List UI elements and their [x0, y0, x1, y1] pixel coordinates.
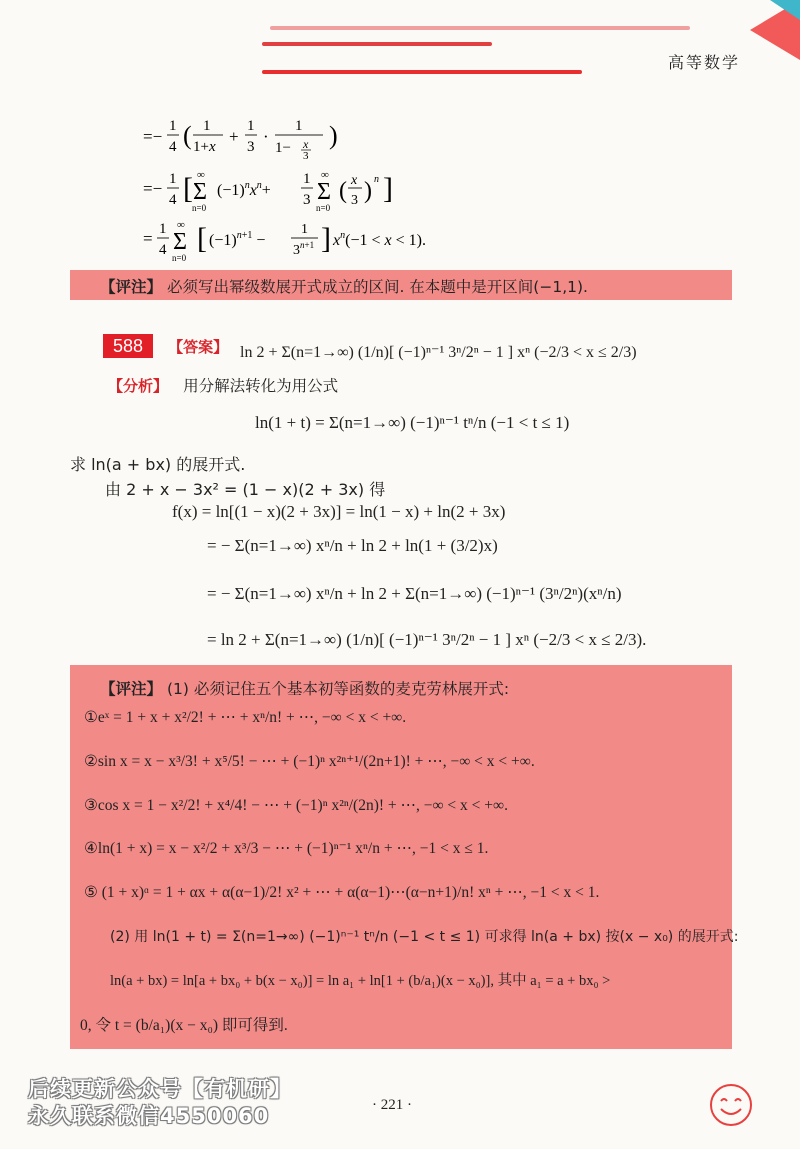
svg-text:Σ: Σ	[193, 179, 207, 205]
analysis-row	[108, 374, 338, 396]
svg-text:]: ]	[383, 172, 393, 205]
svg-text:1−: 1−	[275, 140, 291, 156]
remark-1-text: 必须写出幂级数展开式成立的区间. 在本题中是开区间(−1,1).	[166, 278, 588, 296]
svg-text:(: (	[183, 121, 192, 150]
analysis-text: 用分解法转化为用公式	[183, 377, 339, 395]
svg-text:1: 1	[169, 118, 177, 134]
watermark-line-2: 永久联系微信4550060	[28, 1104, 270, 1128]
svg-text:x: x	[351, 173, 358, 188]
svg-text:[: [	[183, 172, 193, 205]
svg-text:4: 4	[159, 242, 167, 258]
svg-text:3: 3	[247, 139, 255, 155]
svg-text:): )	[329, 121, 338, 150]
svg-text:∞: ∞	[321, 169, 329, 181]
remark-2-intro-row	[100, 677, 509, 699]
svg-text:n: n	[374, 174, 379, 185]
remark-2-part2: (2) 用 ln(1 + t) = Σ(n=1→∞) (−1)ⁿ⁻¹ tⁿ/n (−1 < t ≤ 1) 可求得 ln(a + bx) 按(x − x₀) 的展开式:	[110, 929, 739, 945]
analysis-label: 【分析】	[108, 377, 169, 395]
remark-2-part2-eq: ln(a + bx) = ln[a + bx₀ + b(x − x₀)] = ln a₁ + ln[1 + (b/a₁)(x − x₀)], 其中 a₁ = a + bx₀ >	[110, 973, 611, 989]
svg-text:n=0: n=0	[192, 203, 207, 213]
svg-text:Σ: Σ	[317, 179, 331, 205]
maclaurin-sin: ②sin x = x − x³/3! + x⁵/5! − ⋯ + (−1)ⁿ x²ⁿ⁺¹/(2n+1)! + ⋯, −∞ < x < +∞.	[84, 753, 535, 770]
analysis-formula: ln(1 + t) = Σ(n=1→∞) (−1)ⁿ⁻¹ tⁿ/n (−1 < t ≤ 1)	[255, 413, 570, 432]
svg-text:1: 1	[295, 118, 303, 134]
svg-text:3n+1: $3^n+1$	[293, 240, 315, 258]
svg-text:[: [	[197, 222, 207, 255]
svg-text:∞: ∞	[177, 219, 185, 231]
svg-text:(−1)nxn+: $(-1)^nx^n+$	[217, 180, 271, 199]
remark-1-label: 【评注】	[100, 278, 163, 296]
derivation-line-2	[143, 168, 423, 214]
svg-text:n=0: n=0	[172, 253, 187, 263]
goal-line: 求 ln(a + bx) 的展开式.	[70, 455, 246, 474]
svg-text:∞: ∞	[197, 169, 205, 181]
svg-text:+: +	[229, 127, 239, 146]
step-2: = − Σ(n=1→∞) xⁿ/n + ln 2 + ln(1 + (3/2)x)	[207, 536, 498, 555]
remark-1	[100, 275, 588, 297]
maclaurin-ln: ④ln(1 + x) = x − x²/2 + x³/3 − ⋯ + (−1)ⁿ⁻¹ xⁿ/n + ⋯, −1 < x ≤ 1.	[84, 840, 489, 857]
svg-text:n=0: n=0	[316, 203, 331, 213]
svg-text:x: x	[303, 137, 309, 151]
svg-text:(: (	[339, 178, 347, 204]
remark-1-box	[70, 270, 732, 300]
step-intro: 由 2 + x − 3x² = (1 − x)(2 + 3x) 得	[105, 480, 386, 499]
step-3: = − Σ(n=1→∞) xⁿ/n + ln 2 + Σ(n=1→∞) (−1)ⁿ⁻¹ (3ⁿ/2ⁿ)(xⁿ/n)	[207, 584, 622, 603]
remark-2-box	[70, 665, 739, 1049]
maclaurin-binomial: ⑤ (1 + x)ᵅ = 1 + αx + α(α−1)/2! x² + ⋯ + α(α−1)⋯(α−n+1)/n! xⁿ + ⋯, −1 < x < 1.	[84, 884, 600, 901]
svg-text:1+x: 1+x	[193, 139, 216, 155]
svg-text:3: 3	[351, 193, 358, 208]
derivation-line-3	[143, 218, 483, 264]
step-1: f(x) = ln[(1 − x)(2 + 3x)] = ln(1 − x) + ln(2 + 3x)	[172, 502, 506, 521]
header-decoration	[0, 0, 800, 90]
corner-triangle-icon	[730, 0, 800, 80]
svg-text:xn(−1 < x < 1).: $x^n(-1 < x < 1)$.	[333, 230, 426, 249]
maclaurin-cos: ③cos x = 1 − x²/2! + x⁴/4! − ⋯ + (−1)ⁿ x²ⁿ/(2n)! + ⋯, −∞ < x < +∞.	[84, 797, 508, 814]
problem-number: 588	[103, 334, 153, 358]
problem-header	[103, 336, 228, 357]
svg-text:1: 1	[203, 118, 211, 134]
maclaurin-exp: ①eˣ = 1 + x + x²/2! + ⋯ + xⁿ/n! + ⋯, −∞ < x < +∞.	[84, 709, 407, 726]
remark-2-label: 【评注】	[100, 680, 163, 698]
svg-text:]: ]	[321, 222, 331, 255]
svg-text:1: 1	[169, 171, 177, 187]
answer-formula: ln 2 + Σ(n=1→∞) (1/n)[ (−1)ⁿ⁻¹ 3ⁿ/2ⁿ − 1 ] xⁿ (−2/3 < x ≤ 2/3)	[240, 344, 637, 361]
svg-text:(−1)n+1 −: $(-1)^n+1$ −	[209, 230, 266, 249]
derivation-line-1	[143, 112, 373, 160]
watermark-line-1: 后续更新公众号【有机研】	[28, 1077, 292, 1101]
svg-text:4: 4	[169, 139, 177, 155]
svg-text:3: 3	[303, 192, 311, 208]
smiley-face-icon	[708, 1082, 754, 1128]
svg-text:=: =	[143, 229, 153, 248]
remark-2-intro: (1) 必须记住五个基本初等函数的麦克劳林展开式:	[166, 680, 510, 698]
answer-label: 【答案】	[168, 338, 229, 356]
svg-text:1: 1	[159, 221, 167, 237]
header-bar-1	[270, 26, 690, 30]
svg-text:4: 4	[169, 192, 177, 208]
svg-text:=−: =−	[143, 179, 163, 198]
remark-2-part2-end: 0, 令 t = (b/a₁)(x − x₀) 即可得到.	[80, 1017, 288, 1034]
step-4: = ln 2 + Σ(n=1→∞) (1/n)[ (−1)ⁿ⁻¹ 3ⁿ/2ⁿ − 1 ] xⁿ (−2/3 < x ≤ 2/3).	[207, 630, 647, 649]
svg-text:Σ: Σ	[173, 229, 187, 255]
book-title: 高等数学	[668, 53, 741, 72]
svg-text:3: 3	[303, 150, 309, 160]
svg-text:1: 1	[247, 118, 255, 134]
header-bar-2	[262, 42, 492, 46]
svg-text:·: ·	[263, 127, 269, 146]
svg-text:): )	[364, 178, 372, 204]
svg-text:1: 1	[303, 171, 311, 187]
svg-text:1: 1	[301, 222, 308, 237]
page-number: · 221 ·	[372, 1097, 412, 1113]
svg-text:=−: =−	[143, 127, 163, 146]
header-bar-3	[262, 70, 582, 74]
